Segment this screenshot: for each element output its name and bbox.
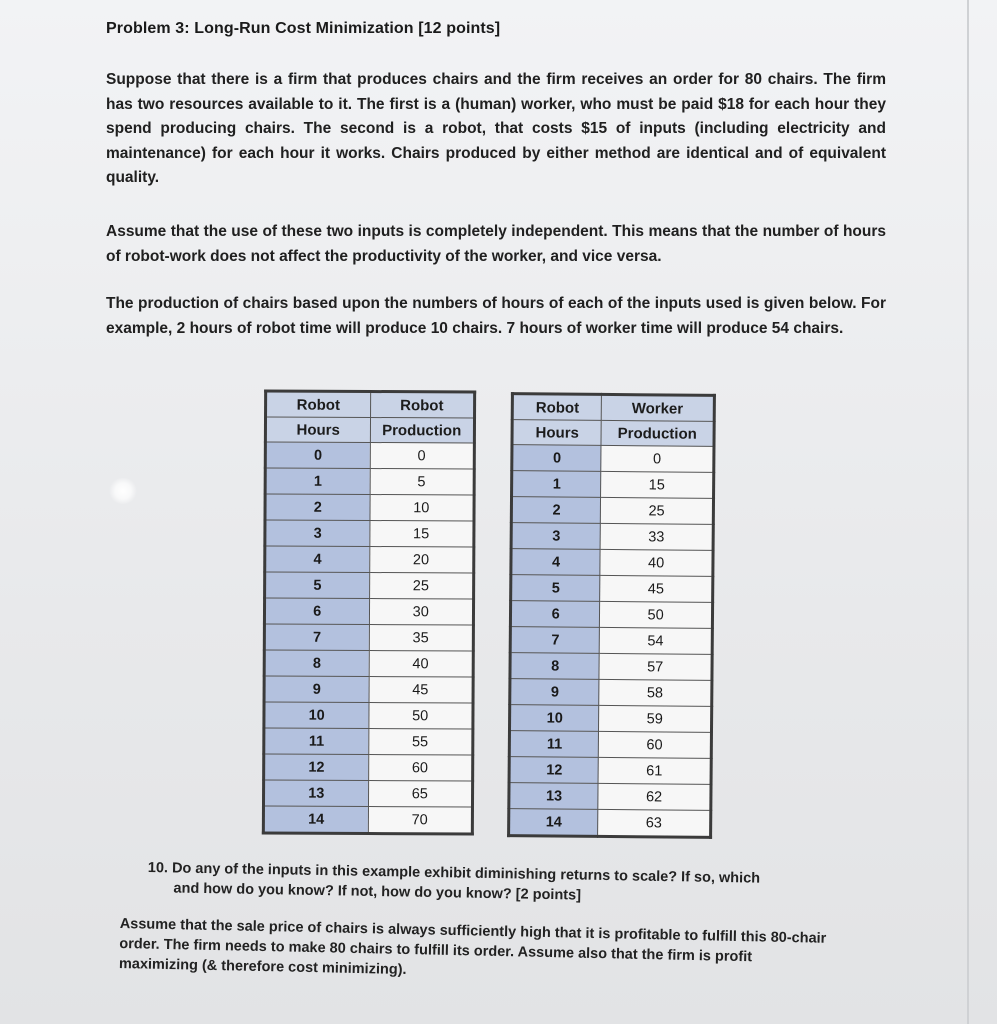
production-cell: 61 <box>598 757 711 784</box>
table-row <box>510 653 712 681</box>
production-cell: 60 <box>599 731 712 758</box>
hours-cell: 14 <box>509 809 599 837</box>
table-row <box>509 757 711 785</box>
production-cell: 59 <box>599 705 712 732</box>
hours-cell: 11 <box>264 728 369 755</box>
table-row <box>511 575 713 603</box>
production-cell: 55 <box>368 728 473 755</box>
table-row <box>263 780 472 807</box>
production-cell: 0 <box>601 445 714 472</box>
production-cell: 5 <box>370 469 475 496</box>
hours-cell: 5 <box>265 572 370 599</box>
header-worker-production-1: Worker <box>602 394 715 421</box>
production-cell: 35 <box>369 624 474 651</box>
table-row <box>509 731 711 759</box>
table-row <box>263 806 472 834</box>
table-row <box>264 650 473 677</box>
production-cell: 0 <box>370 443 475 470</box>
table-row <box>510 601 712 629</box>
production-cell: 65 <box>368 780 473 807</box>
production-cell: 62 <box>598 783 711 810</box>
production-cell: 10 <box>369 495 474 522</box>
table-row <box>511 523 713 551</box>
production-cell: 63 <box>598 809 711 837</box>
table-row <box>264 624 473 651</box>
hours-cell: 4 <box>511 549 601 576</box>
production-cell: 45 <box>369 676 474 703</box>
hours-cell: 3 <box>265 520 370 547</box>
hours-cell: 8 <box>264 650 369 677</box>
production-cell: 45 <box>600 575 713 602</box>
production-cell: 33 <box>600 523 713 550</box>
table-row <box>264 728 473 755</box>
header-worker-hours-2: Hours <box>512 420 602 446</box>
header-robot-hours-1: Robot <box>266 391 371 418</box>
table-row <box>265 520 474 547</box>
production-cell: 40 <box>600 549 713 576</box>
production-cell: 30 <box>369 599 474 626</box>
hours-cell: 14 <box>263 806 368 834</box>
paragraph-independence: Assume that the use of these two inputs is completely independent. This means that the number of hours of robot-work does not affect the productivity of the worker, and vice versa. <box>106 223 886 265</box>
page-edge <box>967 0 969 1024</box>
table-row <box>509 705 711 733</box>
production-cell: 57 <box>599 653 712 680</box>
header-robot-production-2: Production <box>370 418 475 444</box>
worker-production-table <box>507 392 716 839</box>
production-cell: 15 <box>369 521 474 548</box>
production-cell: 20 <box>369 547 474 574</box>
robot-table-body <box>263 442 474 834</box>
hours-cell: 0 <box>265 442 370 469</box>
paragraph-production: The production of chairs based upon the numbers of hours of each of the inputs used is given below. For example, 2 hours of robot time will produce 10 chairs. 7 hours of worker time will produce 54 chairs. <box>106 295 886 337</box>
hours-cell: 6 <box>264 598 369 625</box>
hours-cell: 1 <box>265 468 370 495</box>
problem-title: Problem 3: Long-Run Cost Minimization [12 points] <box>106 20 501 37</box>
hours-cell: 12 <box>509 757 599 784</box>
table-row <box>264 754 473 781</box>
hours-cell: 11 <box>509 731 599 758</box>
hours-cell: 2 <box>511 497 601 524</box>
production-cell: 58 <box>599 679 712 706</box>
hours-cell: 9 <box>264 676 369 703</box>
question-10 <box>147 858 848 910</box>
table-row <box>265 442 474 469</box>
header-worker-hours-1: Robot <box>512 394 602 421</box>
hours-cell: 6 <box>510 601 600 628</box>
table-row <box>265 572 474 599</box>
table-row <box>511 549 713 577</box>
question-10-line-2: and how do you know? If not, how do you know? [2 points] <box>173 880 582 904</box>
hours-cell: 0 <box>512 445 602 472</box>
hours-cell: 12 <box>264 754 369 781</box>
hours-cell: 5 <box>511 575 601 602</box>
header-robot-production-1: Robot <box>370 392 475 419</box>
table-row <box>512 445 714 473</box>
production-cell: 15 <box>601 471 714 498</box>
table-row <box>510 679 712 707</box>
table-row <box>265 546 474 573</box>
header-worker-production-2: Production <box>601 420 714 446</box>
hours-cell: 8 <box>510 653 600 680</box>
production-cell: 70 <box>368 806 473 834</box>
table-row <box>510 627 712 655</box>
hours-cell: 7 <box>510 627 600 654</box>
production-cell: 40 <box>369 650 474 677</box>
hours-cell: 10 <box>264 702 369 729</box>
paragraph-intro: Suppose that there is a firm that produces chairs and the firm receives an order for 80 chairs. The firm has two resources available to it. The first is a (human) worker, who must be paid $18 for each hour they spend producing chairs. The second is a robot, that costs $15 of inputs (including electricity and maintenance) for each hour it works. Chairs produced by either method are identical and of equivalent quality. <box>106 71 886 186</box>
robot-production-table <box>262 389 476 835</box>
production-cell: 25 <box>601 497 714 524</box>
hours-cell: 13 <box>263 780 368 807</box>
hours-cell: 13 <box>509 783 599 810</box>
header-robot-hours-2: Hours <box>265 417 370 443</box>
table-row <box>511 497 713 525</box>
hours-cell: 4 <box>265 546 370 573</box>
table-row <box>264 598 473 625</box>
hours-cell: 3 <box>511 523 601 550</box>
table-row <box>265 494 474 521</box>
hours-cell: 2 <box>265 494 370 521</box>
hours-cell: 7 <box>264 624 369 651</box>
production-cell: 54 <box>599 627 712 654</box>
question-10-line-1: 10. Do any of the inputs in this example exhibit diminishing returns to scale? If so, which <box>147 859 761 887</box>
paragraph-closing: Assume that the sale price of chairs is always sufficiently high that it is profitable to fulfill this 80-chair order. The firm needs to make 80 chairs to fulfill its order. Assume also that the firm is profit maximizing (& therefore cost minimizing). <box>118 915 827 979</box>
hours-cell: 1 <box>512 471 602 498</box>
production-cell: 50 <box>600 601 713 628</box>
table-row <box>509 809 711 838</box>
production-cell: 25 <box>369 573 474 600</box>
hours-cell: 9 <box>510 679 600 706</box>
light-glare <box>108 478 138 504</box>
production-cell: 60 <box>368 754 473 781</box>
production-cell: 50 <box>368 702 473 729</box>
table-row <box>509 783 711 811</box>
table-row <box>265 468 474 495</box>
hours-cell: 10 <box>509 705 599 732</box>
worker-table-body <box>509 445 714 838</box>
table-row <box>264 676 473 703</box>
table-row <box>512 471 714 499</box>
table-row <box>264 702 473 729</box>
